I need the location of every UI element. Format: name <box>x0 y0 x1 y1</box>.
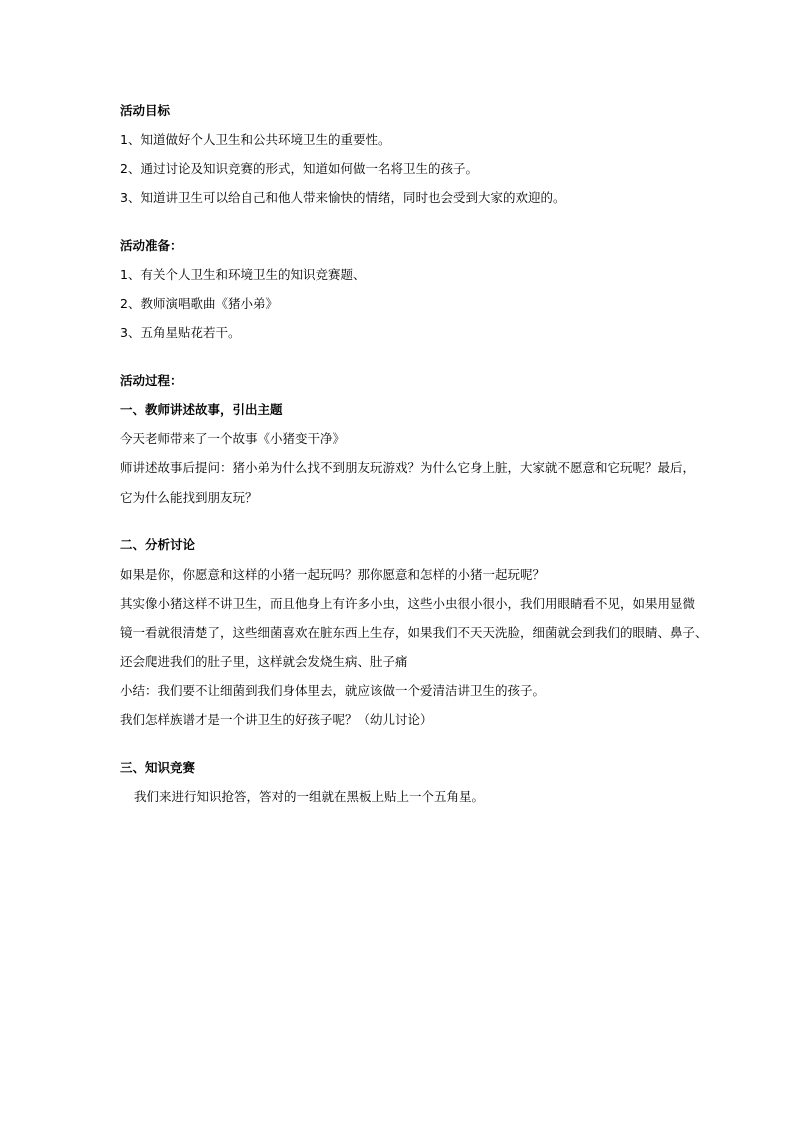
section3-line-1: 我们来进行知识抢答，答对的一组就在黑板上贴上一个五角星。 <box>134 789 485 804</box>
section2-line-2: 其实像小猪这样不讲卫生，而且他身上有许多小虫，这些小虫很小很小，我们用眼睛看不见，如果用显微 <box>120 596 696 611</box>
goals-heading: 活动目标 <box>120 103 171 118</box>
prep-item-2: 2、教师演唱歌曲《猪小弟》 <box>120 296 278 311</box>
section2-line-4: 还会爬进我们的肚子里，这样就会发烧生病、肚子痛 <box>120 654 408 669</box>
goals-item-3: 3、知道讲卫生可以给自己和他人带来愉快的情绪，同时也会受到大家的欢迎的。 <box>120 190 566 205</box>
section1-line-2: 师讲述故事后提问：猪小弟为什么找不到朋友玩游戏？为什么它身上脏，大家就不愿意和它玩呢？最后， <box>120 460 696 475</box>
section2-line-3: 镜一看就很清楚了，这些细菌喜欢在脏东西上生存，如果我们不天天洗脸，细菌就会到我们的眼睛、鼻子、 <box>120 625 708 640</box>
section2-line-1: 如果是你，你愿意和这样的小猪一起玩吗？那你愿意和怎样的小猪一起玩呢？ <box>120 567 546 582</box>
prep-item-1: 1、有关个人卫生和环境卫生的知识竞赛题、 <box>120 267 366 282</box>
section2-summary: 小结：我们要不让细菌到我们身体里去，就应该做一个爱清洁讲卫生的孩子。 <box>120 683 546 698</box>
prep-item-3: 3、五角星贴花若干。 <box>120 325 241 340</box>
goals-item-2: 2、通过讨论及知识竞赛的形式，知道如何做一名将卫生的孩子。 <box>120 161 478 176</box>
section1-line-1: 今天老师带来了一个故事《小猪变干净》 <box>120 431 346 446</box>
goals-item-1: 1、知道做好个人卫生和公共环境卫生的重要性。 <box>120 132 391 147</box>
section2-title: 二、分析讨论 <box>120 537 196 552</box>
section3-title: 三、知识竞赛 <box>120 760 196 775</box>
section1-title: 一、教师讲述故事，引出主题 <box>120 402 283 417</box>
section1-line-3: 它为什么能找到朋友玩？ <box>120 490 258 505</box>
process-heading: 活动过程： <box>120 373 183 388</box>
section2-line-6: 我们怎样族谱才是一个讲卫生的好孩子呢？（幼儿讨论） <box>120 712 433 727</box>
prep-heading: 活动准备： <box>120 238 183 253</box>
